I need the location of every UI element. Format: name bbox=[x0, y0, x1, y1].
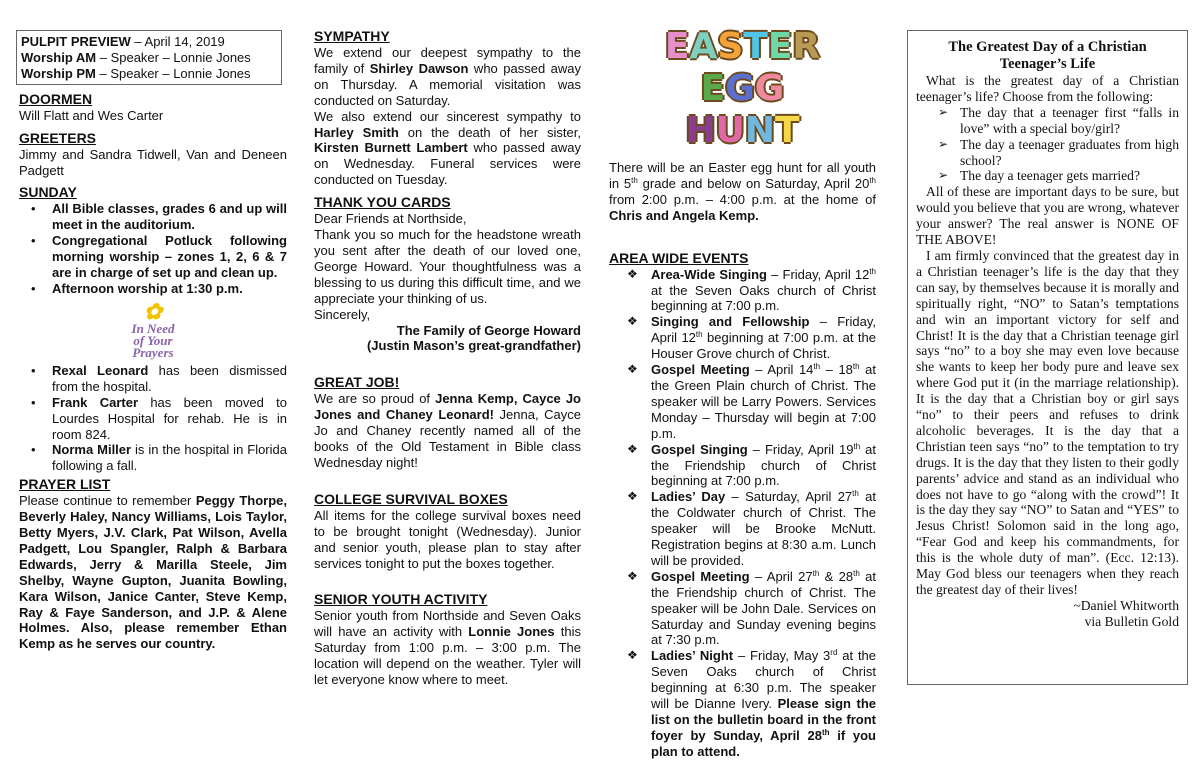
paragraph bbox=[916, 614, 1179, 630]
pulpit-preview-box bbox=[16, 30, 282, 85]
text-run: th bbox=[853, 568, 860, 578]
list-item bbox=[19, 442, 287, 474]
text-run: from 2:00 p.m. – 4:00 p.m. at the home of bbox=[609, 191, 876, 207]
paragraph bbox=[916, 73, 1179, 105]
text-run: Please sign the list on the bulletin board in the front foyer by Sunday, April 28 bbox=[651, 696, 876, 743]
pulpit-date: – April 14, 2019 bbox=[130, 34, 225, 49]
column-1 bbox=[19, 30, 287, 652]
text-run: th bbox=[852, 362, 860, 372]
section-heading: DOORMEN bbox=[19, 90, 93, 107]
text-run: Ladies’ Day bbox=[651, 489, 726, 505]
list-item bbox=[19, 201, 287, 233]
list-item bbox=[19, 395, 287, 443]
section-heading: COLLEGE SURVIVAL BOXES bbox=[314, 490, 508, 507]
text-run: The day a teenager graduates from high school? bbox=[960, 136, 1179, 168]
text-run: Afternoon worship at 1:30 p.m. bbox=[52, 280, 243, 296]
text-run: who passed away on Thursday. A memorial visitation was conducted on Saturday. bbox=[314, 60, 582, 108]
text-run: We extend our deepest sympathy to the family of bbox=[314, 45, 581, 76]
text-run: Lonnie Jones bbox=[468, 624, 555, 640]
text-run: via Bulletin Gold bbox=[1084, 613, 1179, 629]
text-run: th bbox=[852, 489, 859, 499]
text-run: Congregational Potluck following morning worship – zones 1, 2, 6 & 7 are in charge of set up and clean up. bbox=[52, 233, 287, 281]
text-run: All Bible classes, grades 6 and up will meet in the auditorium. bbox=[52, 201, 287, 233]
worship-am-label: Worship AM bbox=[21, 49, 97, 65]
text-run: The Family of George Howard bbox=[396, 322, 581, 338]
section-heading: THANK YOU CARDS bbox=[314, 194, 451, 211]
logo-letter: E bbox=[767, 26, 793, 67]
text-run: Kirsten Burnett Lambert bbox=[314, 140, 468, 156]
text-run: – April 27 bbox=[749, 568, 813, 584]
text-run: on the death of her sister, bbox=[398, 124, 581, 140]
section-heading: SUNDAY bbox=[19, 184, 77, 201]
text-run: if you plan to attend. bbox=[651, 727, 876, 759]
text-run: Will Flatt and Wes Carter bbox=[19, 107, 164, 123]
spacer bbox=[314, 471, 581, 485]
bullets-list bbox=[19, 201, 287, 296]
paragraph bbox=[314, 323, 581, 339]
logo-letter: S bbox=[717, 26, 744, 67]
text-run: The day a teenager gets married? bbox=[960, 168, 1141, 184]
pulpit-title: PULPIT PREVIEW bbox=[21, 34, 131, 49]
text-run: th bbox=[853, 441, 861, 451]
logo-letter: T bbox=[774, 110, 800, 151]
paragraph bbox=[916, 248, 1179, 598]
logo-letter: E bbox=[664, 26, 690, 67]
text-run: All of these are important days to be sure, but would you believe that you are wrong, whatever your answer? The real answer is NONE OF THE ABOVE! bbox=[916, 184, 1179, 248]
paragraph bbox=[314, 45, 581, 109]
list-item bbox=[19, 233, 287, 281]
logo-letter: U bbox=[715, 110, 745, 151]
column-1-sections bbox=[19, 91, 287, 653]
text-run: Area-Wide Singing bbox=[651, 266, 767, 282]
text-run: (Justin Mason’s great-grandfather) bbox=[366, 338, 581, 354]
paragraph bbox=[314, 227, 581, 307]
logo-letter: R bbox=[792, 26, 821, 67]
text-run: – Saturday, April 27 bbox=[725, 489, 853, 505]
text-run: this Saturday from 1:00 p.m. – 3:00 p.m. The location will depend on the weather. Tyler will let everyone know where to meet. bbox=[314, 624, 581, 688]
text-run: We also extend our sincerest sympathy to bbox=[314, 108, 581, 124]
paragraph bbox=[19, 147, 287, 179]
text-run: There will be an Easter egg hunt for all youth in 5 bbox=[609, 160, 876, 191]
worship-pm-label: Worship PM bbox=[21, 65, 96, 81]
text-run: at the Friendship church of Christ beginning at 7:00 p.m. bbox=[651, 441, 876, 489]
paragraph bbox=[314, 211, 581, 227]
paragraph bbox=[314, 338, 581, 354]
text-run: – April 14 bbox=[749, 362, 814, 378]
prayer-graphic-text: of Your bbox=[133, 332, 173, 348]
text-run: All items for the college survival boxes need to be brought tonight (Wednesday). Junior and senior youth, please plan to stay after services tonight to put the boxes together. bbox=[314, 507, 581, 571]
spacer bbox=[609, 224, 876, 244]
text-run: – Friday, April 12 bbox=[651, 314, 877, 346]
column-3 bbox=[609, 26, 877, 760]
text-run: ~Daniel Whitworth bbox=[1073, 597, 1179, 613]
text-run: at the Seven Oaks church of Christ beginning at 7:00 p.m. bbox=[651, 282, 876, 314]
arrows-list bbox=[916, 105, 1179, 185]
list-item bbox=[609, 314, 876, 362]
text-run: What is the greatest day of a Christian teenager’s life? Choose from the following: bbox=[916, 73, 1179, 104]
text-run: th bbox=[812, 568, 820, 578]
flower-icon: ✿ bbox=[143, 298, 163, 324]
logo-letter: A bbox=[689, 26, 718, 67]
section-heading: SYMPATHY bbox=[314, 28, 390, 44]
paragraph bbox=[314, 109, 581, 189]
list-item bbox=[609, 267, 876, 315]
paragraph bbox=[19, 108, 287, 124]
spacer bbox=[314, 571, 581, 585]
list-item bbox=[609, 362, 876, 442]
section-heading: GREETERS bbox=[19, 129, 97, 146]
list-item bbox=[609, 569, 876, 649]
list-item bbox=[916, 105, 1179, 137]
list-item bbox=[19, 281, 287, 297]
text-run: at the Green Plain church of Christ. The speaker will be Larry Powers. Services Monday – Thursday will begin at 7:00 p.m. bbox=[651, 362, 876, 441]
worship-pm-text: – Speaker – Lonnie Jones bbox=[95, 65, 251, 81]
prayer-graphic-text: Prayers bbox=[132, 344, 174, 360]
text-run: at the Coldwater church of Christ. The speaker will be Brooke McNutt. Registration begins at 8:30 a.m. Lunch will be provided. bbox=[651, 489, 876, 568]
text-run: Thank you so much for the headstone wreath you sent after the death of our loved one, George Howard. Your thoughtfulness was a blessing to us during this difficult time, and we appreciate your thinking of us. bbox=[314, 227, 581, 306]
text-run: th bbox=[695, 330, 703, 340]
list-item bbox=[19, 363, 287, 395]
text-run: The day that a teenager first “falls in love” with a special boy/girl? bbox=[960, 104, 1179, 136]
logo-letter: G bbox=[725, 68, 755, 109]
bullets-list bbox=[19, 363, 287, 474]
section-heading: GREAT JOB! bbox=[314, 374, 400, 391]
text-run: grade and below on Saturday, April 20 bbox=[637, 175, 870, 191]
paragraph bbox=[609, 160, 876, 224]
text-run: at the Seven Oaks church of Christ beginning at 6:30 p.m. The speaker will be Dianne Ivery. bbox=[651, 648, 877, 712]
list-item bbox=[916, 137, 1179, 169]
paragraph bbox=[19, 493, 287, 652]
text-run: has been dismissed from the hospital. bbox=[52, 362, 287, 394]
section-heading: SENIOR YOUTH ACTIVITY bbox=[314, 591, 488, 608]
list-item bbox=[609, 489, 876, 569]
paragraph bbox=[314, 391, 581, 471]
text-run: – 18 bbox=[820, 362, 853, 378]
logo-letter: H bbox=[685, 110, 716, 151]
list-item bbox=[916, 168, 1179, 184]
prayer-graphic-text: In Need bbox=[131, 320, 175, 336]
text-run: Jenna Kemp, Cayce Jo Jones and Chaney Leonard! bbox=[314, 391, 581, 423]
text-run: We are so proud of bbox=[314, 391, 436, 407]
text-run: & 28 bbox=[819, 568, 854, 584]
text-run: has been moved to Lourdes Hospital for rehab. He is in room 824. bbox=[52, 394, 287, 442]
text-run: who passed away on Wednesday. Funeral services were conducted on Tuesday. bbox=[314, 140, 581, 188]
text-run: Jenna, Cayce Jo and Chaney recently named all of the books of the Old Testament in Bible class Wednesday night! bbox=[314, 407, 582, 470]
text-run: – Friday, April 19 bbox=[747, 441, 854, 457]
column-2 bbox=[314, 28, 581, 688]
text-run: Sincerely, bbox=[314, 306, 371, 322]
logo-letter: G bbox=[754, 68, 785, 109]
article-box bbox=[907, 30, 1188, 685]
text-run: Harley Smith bbox=[314, 124, 399, 140]
text-run: Senior youth from Northside and Seven Oaks will have an activity with bbox=[314, 608, 581, 640]
text-run: I am firmly convinced that the greatest day in a Christian teenager’s life is the day that they can say, by themselves because it is morally and spiritually right, “NO” to Satan’s temptations and win an important victory for self and Christ! It is the day that a Christian teenage girl says “no” to a boy she may even love because she wants to keep her body pure and leave sex where God put it (in the marriage relationship). It is the day that a Christian boy or girl says “no” to their peers and refuses to drink alcoholic beverages. It is the day that a Christian teen says “no” to the temptation to try drugs. It is the day that they listen to their godly parents’ advice and stand as an individual who does not have to go “along with the crowd”! It is the day they say “NO” to Satan and “YES” to Jesus Christ! Solomon said in the long ago, “Fear God and keep his commandments, for this is the whole duty of man”. (Ecc. 12:13). May God bless our teenagers when they reach the greatest day of their lives! bbox=[916, 247, 1179, 597]
section-heading: AREA WIDE EVENTS bbox=[609, 249, 749, 266]
text-run: The Greatest Day of a Christian Teenager’s Life bbox=[948, 39, 1147, 72]
paragraph bbox=[916, 598, 1179, 614]
paragraph bbox=[916, 184, 1179, 248]
text-run: – Friday, May 3 bbox=[733, 648, 831, 664]
text-run: is in the hospital in Florida following a fall. bbox=[52, 442, 287, 474]
text-run: Chris and Angela Kemp. bbox=[609, 207, 759, 223]
text-run: th bbox=[869, 266, 876, 276]
easter-egg-hunt-logo bbox=[643, 26, 843, 156]
text-run: th bbox=[869, 175, 876, 185]
paragraph bbox=[314, 608, 581, 688]
text-run: Gospel Meeting bbox=[651, 568, 750, 584]
in-need-of-prayers-graphic bbox=[103, 298, 203, 360]
text-run: Gospel Meeting bbox=[651, 362, 750, 378]
logo-letter: E bbox=[700, 68, 726, 109]
spacer bbox=[314, 354, 581, 368]
text-run: Rexal Leonard bbox=[52, 362, 149, 378]
article-title bbox=[916, 39, 1179, 73]
list-item bbox=[609, 442, 876, 490]
paragraph bbox=[314, 508, 581, 572]
text-run: Please continue to remember bbox=[19, 493, 196, 509]
text-run: Ladies’ Night bbox=[651, 648, 734, 664]
text-run: Singing and Fellowship bbox=[651, 314, 810, 330]
text-run: Gospel Singing bbox=[651, 441, 748, 457]
text-run: Jimmy and Sandra Tidwell, Van and Deneen Padgett bbox=[19, 146, 287, 178]
text-run: – Friday, April 12 bbox=[766, 266, 870, 282]
text-run: th bbox=[821, 727, 830, 737]
worship-am-text: – Speaker – Lonnie Jones bbox=[96, 49, 251, 65]
text-run: Frank Carter bbox=[52, 394, 139, 410]
text-run: Norma Miller bbox=[52, 442, 132, 458]
text-run: th bbox=[631, 175, 638, 185]
logo-row bbox=[643, 26, 843, 72]
text-run: Dear Friends at Northside, bbox=[314, 211, 467, 227]
events-list bbox=[609, 267, 876, 760]
text-run: beginning at 7:00 p.m. at the Houser Grove church of Christ. bbox=[651, 330, 876, 362]
text-run: rd bbox=[830, 648, 838, 658]
text-run: at the Friendship church of Christ. The speaker will be John Dale. Services on Saturday and Sunday evening begins at 7:30 p.m. bbox=[651, 568, 876, 648]
text-run: th bbox=[813, 362, 821, 372]
section-heading: PRAYER LIST bbox=[19, 476, 111, 493]
text-run: Peggy Thorpe, Beverly Haley, Nancy Williams, Lois Taylor, Betty Myers, J.V. Clark, Pat Wilson, Avella Padgett, Lou Spangler, Ralph & Barbara Edwards, Jerry & Marilla Steele, Jim Shelby, Wayne Gupton, Juanita Bowling, Kara Wilson, Janice Canter, Steve Kemp, Ray & Faye Sanderson, and J.P. & Alene Holmes. Also, please remember Ethan Kemp as he serves our country. bbox=[19, 493, 287, 652]
text-run: Shirley Dawson bbox=[369, 60, 469, 76]
paragraph bbox=[314, 307, 581, 323]
logo-row bbox=[643, 68, 843, 156]
logo-letter: T bbox=[743, 26, 768, 67]
list-item bbox=[609, 648, 876, 759]
logo-letter: N bbox=[744, 110, 775, 151]
